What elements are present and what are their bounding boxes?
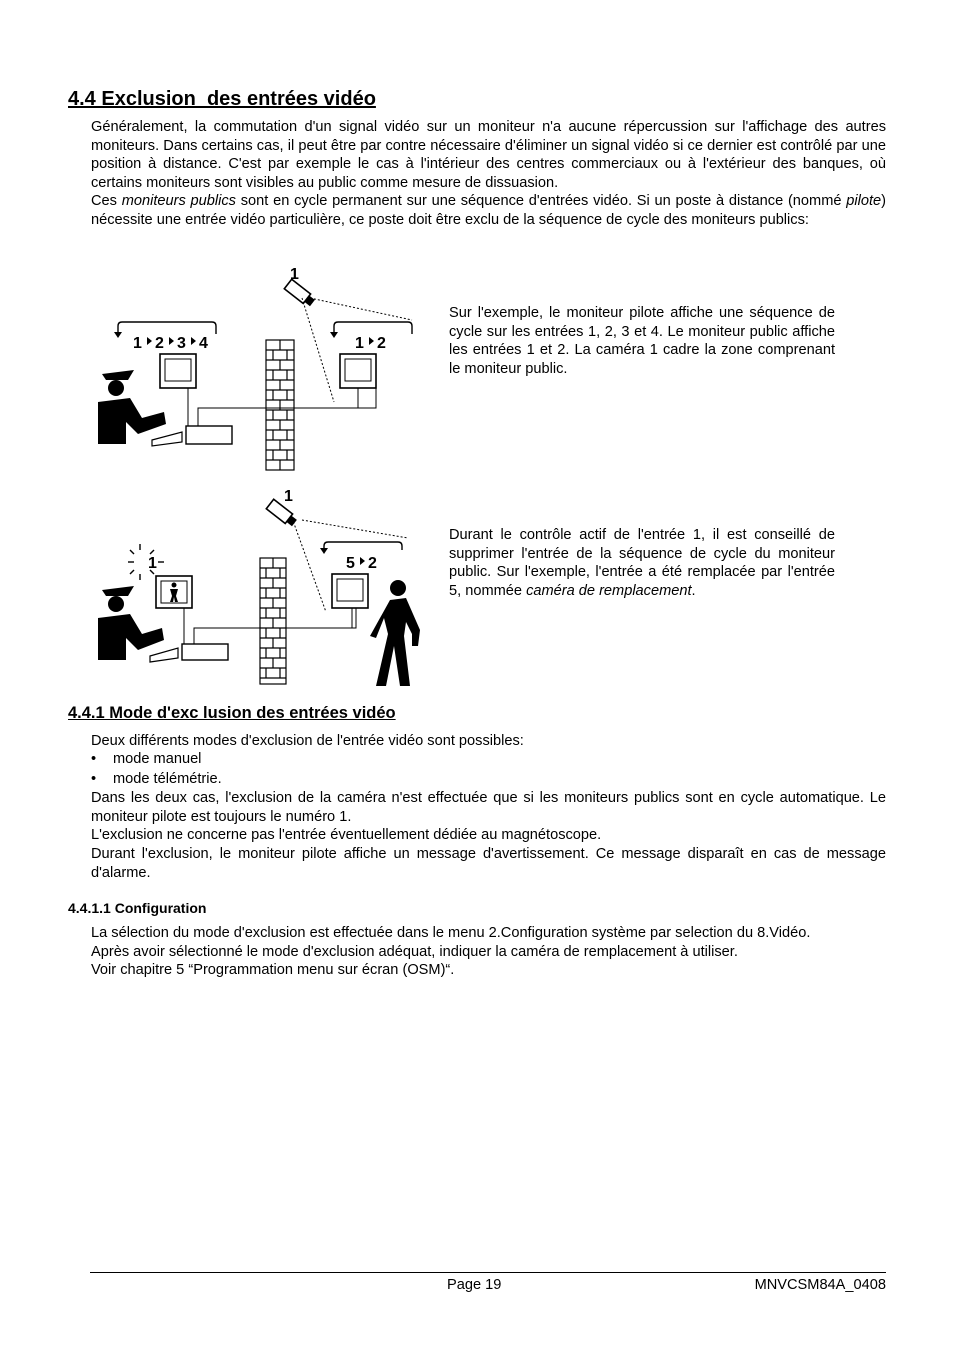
pilot-seq-3: 3 — [177, 335, 186, 352]
camera-icon — [266, 499, 298, 528]
camera-number: 1 — [284, 488, 293, 505]
pilot-monitor-icon — [160, 354, 196, 426]
figure-exclusion-replacement — [90, 486, 430, 690]
config-line-1: La sélection du mode d'exclusion est effectuée dans le menu 2.Configuration système par selection du 8.Vidéo. — [91, 925, 811, 941]
list-item: • mode télémétrie. — [91, 769, 222, 789]
subsection-title: 4.4.1 Mode d'exc lusion des entrées vidéo — [68, 704, 396, 722]
alarm-burst-icon — [128, 544, 164, 580]
operator-figure-icon — [98, 586, 164, 660]
footer-page-number: Page 19 — [447, 1277, 502, 1293]
brick-wall-icon — [260, 558, 286, 684]
pilot-seq-4: 4 — [199, 335, 208, 352]
alarm-number: 1 — [148, 555, 157, 572]
config-line-3: Voir chapitre 5 “Programmation menu sur écran (OSM)“. — [91, 962, 455, 978]
pilot-seq-2: 2 — [155, 335, 164, 352]
public-seq-2: 2 — [368, 555, 377, 572]
pedestrian-walking-icon — [370, 580, 420, 686]
public-monitor-icon — [332, 574, 368, 628]
figure1-caption: Sur l'exemple, le moniteur pilote affiche une séquence de cycle sur les entrées 1, 2, 3 et 4. Le moniteur public affiche les entrées 1 et 2. La caméra 1 cadre la zone comprenant le moniteur public. — [449, 305, 835, 377]
pilot-sequence-indicator — [114, 322, 216, 352]
config-line-2: Après avoir sélectionné le mode d'exclusion adéquat, indiquer la caméra de remplacement à utiliser. — [91, 944, 738, 960]
footer-rule — [90, 1272, 886, 1273]
subsection-paragraph-2: L'exclusion ne concerne pas l'entrée éventuellement dédiée au magnétoscope. — [91, 827, 602, 843]
public-sequence-indicator — [320, 542, 402, 572]
section-paragraph-2: Ces moniteurs publics sont en cycle permanent sur une séquence d'entrées vidéo. Si un poste à distance (nommé pilote) nécessite une entrée vidéo particulière, ce poste doit être exclu de la séquence de cycle des moniteurs publics: — [91, 193, 886, 228]
public-seq-2: 2 — [377, 335, 386, 352]
subsection-intro: Deux différents modes d'exclusion de l'entrée vidéo sont possibles: — [91, 733, 524, 749]
list-item: • mode manuel — [91, 749, 222, 769]
section-paragraph-1: Généralement, la commutation d'un signal vidéo sur un moniteur n'a aucune répercussion sur l'affichage des autres moniteurs. Dans certains cas, il peut être par contre nécessaire d'éliminer un signal vidéo si ce dernier est contrôlé par une position à distance. C'est par exemple le cas à l'intérieur des centres commerciaux ou à l'extérieur des banques, où certains moniteurs sont visibles au public comme mesure de dissuasion. — [91, 119, 886, 191]
exclusion-mode-list — [91, 749, 222, 789]
figure2-caption: Durant le contrôle actif de l'entrée 1, il est conseillé de supprimer l'entrée de la séquence de cycle du moniteur public. Sur l'exemple, l'entrée a été remplacée par l'entrée 5, nommée caméra de remplacement. — [449, 527, 835, 599]
subsection-paragraph-3: Durant l'exclusion, le moniteur pilote affiche un message d'avertissement. Ce message disparaît en cas de message d'alarme. — [91, 846, 886, 881]
footer-document-ref: MNVCSM84A_0408 — [754, 1277, 886, 1293]
camera-icon — [284, 279, 316, 308]
control-keyboard-icon — [150, 644, 228, 662]
public-seq-1: 5 — [346, 555, 355, 572]
pilot-seq-1: 1 — [133, 335, 142, 352]
config-title: 4.4.1.1 Configuration — [68, 900, 207, 916]
public-monitor-icon — [340, 354, 376, 408]
public-seq-1: 1 — [355, 335, 364, 352]
section-title: 4.4 Exclusion des entrées vidéo — [68, 88, 376, 110]
operator-figure-icon — [98, 370, 166, 444]
control-keyboard-icon — [152, 426, 232, 446]
figure-pilot-public-monitors — [90, 262, 430, 474]
subsection-paragraph-1: Dans les deux cas, l'exclusion de la caméra n'est effectuée que si les moniteurs publics sont en cycle automatique. Le moniteur pilote est toujours le numéro 1. — [91, 790, 886, 825]
public-sequence-indicator — [330, 322, 412, 352]
camera-number: 1 — [290, 266, 299, 283]
brick-wall-icon — [266, 340, 294, 470]
